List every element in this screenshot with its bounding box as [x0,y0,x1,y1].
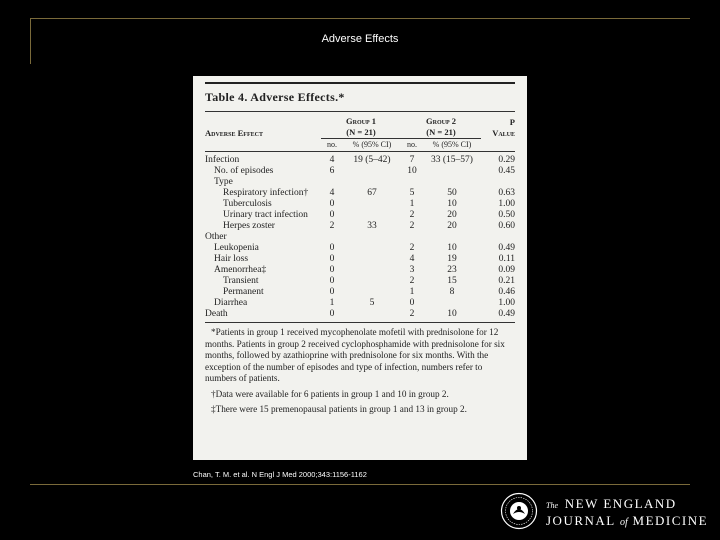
cell-g2-no: 0 [409,298,415,308]
cell-p: 0.21 [498,276,515,286]
nejm-wordmark [546,496,708,530]
cell-g1-no: 0 [329,199,335,209]
header-p [481,112,515,139]
footnote-1: *Patients in group 1 received mycophenolate mofetil with prednisolone for 12 months. Patients in group 2 received cyclophosphamide with prednisolone for six months, followed by azathioprine with prednisolone for six months. With the exception of the number of episodes and type of infection, numbers refer to numbers of patients. [205,327,505,383]
table-row [205,265,515,276]
table-row [205,243,515,254]
cell-label: Death [205,309,228,319]
cell-label: Infection [205,155,240,165]
cell-p: 0.60 [498,221,515,231]
cell-g2-no: 2 [409,276,415,286]
cell-g2-no: 5 [409,188,415,198]
logo-line2 [546,513,708,530]
cell-g1-pct [343,166,401,177]
cell-p: 0.09 [498,265,515,275]
cell-g2-no [401,232,423,243]
cell-g2-no [401,177,423,188]
table-row [205,177,515,188]
frame-top-line [30,18,690,19]
frame-bottom-line [30,484,690,485]
table-row [205,166,515,177]
header-row [205,112,515,139]
cell-g2-no: 2 [409,243,415,253]
cell-label: No. of episodes [214,166,274,176]
cell-g2-no: 1 [409,199,415,209]
cell-p: 1.00 [498,298,515,308]
cell-g2-no: 3 [409,265,415,275]
cell-g1-no: 4 [329,188,335,198]
cell-g1-pct [343,199,401,210]
cell-g1-no: 1 [329,298,335,308]
cell-g1-no [321,177,343,188]
nejm-seal-icon [500,492,538,530]
cell-p [481,177,515,188]
cell-g1-no: 2 [329,221,335,231]
table-row [205,309,515,320]
table-row [205,188,515,199]
cell-g2-no: 2 [409,309,415,319]
logo-new-england: NEW ENGLAND [564,496,677,511]
header-group1-label: Group 1 [346,116,376,126]
cell-g1-pct: 19 (5–42) [353,155,391,165]
header-group2 [401,112,481,139]
cell-label: Amenorrhea‡ [214,265,267,275]
cell-g2-pct: 10 [447,199,457,209]
cell-g1-no [321,232,343,243]
cell-g2-no: 4 [409,254,415,264]
table-bottom-rule [205,322,515,323]
header-group1 [321,112,401,139]
cell-g1-no: 0 [329,287,335,297]
cell-g2-pct: 15 [447,276,457,286]
cell-label: Transient [223,276,259,286]
cell-p: 0.49 [498,309,515,319]
table-body [205,155,515,320]
cell-p: 0.11 [498,254,515,264]
cell-g2-pct: 50 [447,188,457,198]
cell-g1-pct [343,243,401,254]
cell-g1-pct [343,254,401,265]
cell-p: 0.50 [498,210,515,220]
cell-g2-no: 2 [409,210,415,220]
cell-g1-no: 0 [329,276,335,286]
header-group1-n: (N = 21) [346,127,376,137]
cell-g2-pct [423,177,481,188]
logo-medicine: MEDICINE [632,513,709,528]
cell-g1-no: 0 [329,254,335,264]
cell-label: Respiratory infection† [223,188,309,198]
cell-g2-pct: 10 [447,309,457,319]
cell-label: Permanent [223,287,264,297]
cell-g1-pct: 33 [367,221,377,231]
logo-line1 [546,496,708,513]
cell-label: Diarrhea [214,298,248,308]
cell-g2-pct: 8 [449,287,455,297]
cell-g1-no: 0 [329,265,335,275]
cell-p: 0.49 [498,243,515,253]
cell-g2-no: 2 [409,221,415,231]
table-row [205,199,515,210]
cell-g2-no: 10 [407,166,417,176]
cell-g2-pct: 23 [447,265,457,275]
cell-g1-pct [343,265,401,276]
cell-label: Other [205,232,227,242]
header-p-value-label: Value [492,127,515,138]
cell-p: 1.00 [498,199,515,209]
cell-p: 0.45 [498,166,515,176]
footnote-3: ‡There were 15 premenopausal patients in group 1 and 13 in group 2. [211,404,467,414]
header-group2-n: (N = 21) [426,127,456,137]
cell-p: 0.29 [498,155,515,165]
header-p-label: P [509,116,515,127]
logo-journal: JOURNAL [546,513,616,528]
cell-g2-pct [423,232,481,243]
cell-g1-pct [343,276,401,287]
subheader-g2-no: no. [407,140,417,149]
cell-g2-pct: 10 [447,243,457,253]
cell-g1-pct [343,210,401,221]
logo-the: The [546,501,558,510]
cell-g1-pct [343,287,401,298]
table-row [205,221,515,232]
cell-label: Hair loss [214,254,249,264]
table-title: Table 4. Adverse Effects.* [205,90,345,104]
cell-g1-pct [343,309,401,320]
table-row [205,232,515,243]
cell-g1-no: 6 [329,166,335,176]
table-image [193,76,527,460]
table-row [205,254,515,265]
table-row [205,287,515,298]
table-row [205,276,515,287]
cell-p [481,232,515,243]
cell-g1-no: 0 [329,243,335,253]
cell-g1-pct: 5 [369,298,375,308]
cell-g1-no: 0 [329,210,335,220]
subheader-g1-no: no. [327,140,337,149]
citation: Chan, T. M. et al. N Engl J Med 2000;343:1156-1162 [193,470,367,479]
logo-of: of [620,517,628,528]
cell-g2-pct: 33 (15–57) [431,155,473,165]
table-top-rule [205,82,515,84]
cell-label: Type [214,177,233,187]
footnote-2: †Data were available for 6 patients in group 1 and 10 in group 2. [211,388,449,399]
cell-label: Tuberculosis [223,199,272,209]
slide-title: Adverse Effects [321,33,399,45]
cell-g1-no: 0 [329,309,335,319]
cell-g2-no: 7 [409,155,415,165]
cell-g2-pct [423,298,481,309]
cell-g2-pct: 20 [447,221,457,231]
nejm-logo [500,492,710,530]
table-row [205,155,515,166]
cell-g2-pct [423,166,481,177]
cell-label: Leukopenia [214,243,259,253]
table-row [205,210,515,221]
adverse-effects-table [205,112,515,320]
cell-g2-no: 1 [409,287,415,297]
cell-g2-pct: 19 [447,254,457,264]
subheader-g2-pct: % (95% CI) [432,140,472,149]
cell-g1-pct [343,177,401,188]
cell-g2-pct: 20 [447,210,457,220]
cell-g1-pct [343,232,401,243]
header-effect: Adverse Effect [205,127,263,138]
cell-label: Urinary tract infection [223,210,308,220]
cell-g1-pct: 67 [367,188,377,198]
subheader-g1-pct: % (95% CI) [352,140,392,149]
cell-p: 0.46 [498,287,515,297]
cell-g1-no: 4 [329,155,335,165]
cell-label: Herpes zoster [223,221,275,231]
header-group2-label: Group 2 [426,116,456,126]
subheader-row [205,139,515,152]
table-row [205,298,515,309]
cell-p: 0.63 [498,188,515,198]
footnotes [205,327,515,416]
